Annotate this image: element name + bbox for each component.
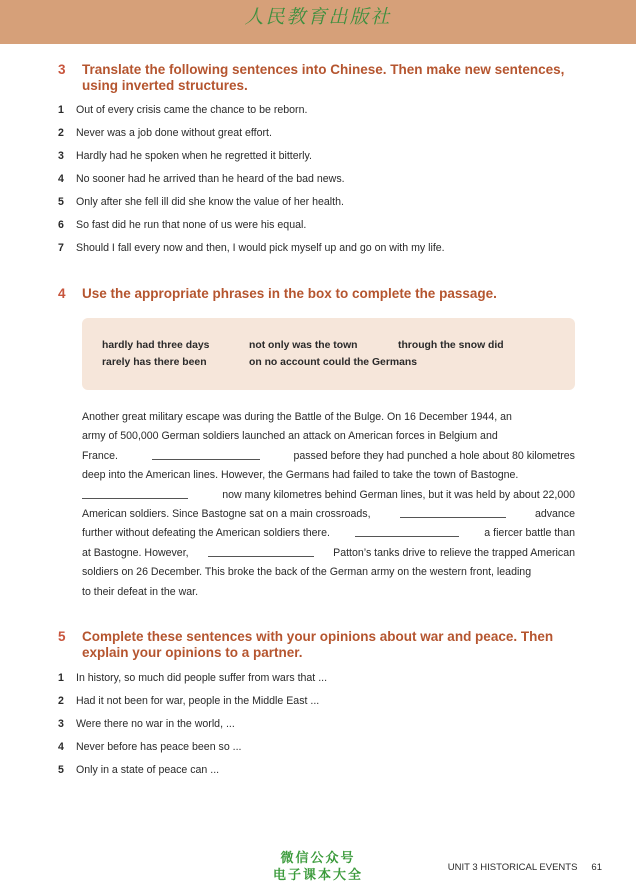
passage-text: further without defeating the American soldiers there.	[82, 527, 330, 540]
item-number: 1	[58, 104, 64, 116]
exercise-4	[58, 286, 578, 302]
phrase: not only was the town	[249, 340, 358, 351]
item-number: 3	[58, 150, 64, 162]
passage-text: Another great military escape was during the Battle of the Bulge. On 16 December 1944, an	[82, 411, 512, 423]
item-text: Never was a job done without great effort.	[76, 127, 272, 139]
list-item	[58, 694, 578, 717]
passage-line	[82, 486, 575, 505]
list-item	[58, 126, 578, 149]
item-number: 2	[58, 695, 64, 707]
exercise-title-line2: explain your opinions to a partner.	[82, 645, 303, 660]
passage-line	[82, 408, 575, 427]
exercise-number: 3	[58, 62, 66, 77]
list-item	[58, 763, 578, 786]
wechat-watermark-line1: 微信公众号	[280, 851, 356, 866]
phrase: rarely has there been	[102, 357, 207, 368]
item-text: Had it not been for war, people in the Middle East ...	[76, 695, 320, 707]
item-number: 1	[58, 672, 64, 684]
exercise-number: 5	[58, 629, 66, 644]
passage-text: at Bastogne. However,	[82, 546, 189, 559]
passage-text: soldiers on 26 December. This broke the back of the German army on the western front, leading	[82, 566, 532, 579]
passage-line	[82, 563, 575, 582]
passage-text: American soldiers. Since Bastogne sat on a main crossroads,	[82, 507, 371, 520]
exercise-title-line2: using inverted structures.	[82, 78, 248, 93]
answer-blank[interactable]	[355, 524, 459, 537]
passage-line	[82, 447, 575, 466]
list-item	[58, 149, 578, 172]
item-text: Never before has peace been so ...	[76, 741, 242, 753]
item-text: Out of every crisis came the chance to be reborn.	[76, 104, 308, 116]
item-text: Only in a state of peace can ...	[76, 764, 220, 776]
passage-text: France.	[82, 449, 118, 462]
list-item	[58, 195, 578, 218]
item-number: 5	[58, 764, 64, 776]
exercise-title-line1: Complete these sentences with your opinions about war and peace. Then	[82, 629, 554, 644]
item-number: 7	[58, 242, 64, 254]
item-number: 2	[58, 127, 64, 139]
passage	[82, 408, 575, 602]
exercise-number: 4	[58, 286, 66, 301]
list-item	[58, 103, 578, 126]
passage-text: army of 500,000 German soldiers launched an attack on American forces in Belgium and	[82, 430, 498, 443]
passage-text: Patton’s tanks drive to relieve the trapped American	[333, 546, 575, 559]
phrase: through the snow did	[398, 340, 504, 351]
list-item	[58, 218, 578, 241]
passage-line	[82, 427, 575, 446]
list-item	[58, 717, 578, 740]
exercise-5	[58, 629, 578, 786]
phrase-box	[82, 318, 575, 390]
exercise-4-heading	[58, 286, 578, 302]
wechat-watermark-line2: 电子课本大全	[272, 868, 363, 883]
exercise-title: Use the appropriate phrases in the box to complete the passage.	[82, 286, 497, 301]
item-text: Only after she fell ill did she know the value of her health.	[76, 196, 344, 208]
unit-title: UNIT 3 HISTORICAL EVENTS	[447, 862, 578, 873]
exercise-5-list	[58, 671, 578, 786]
passage-text: now many kilometres behind German lines, but it was held by about 22,000	[222, 488, 575, 501]
item-number: 4	[58, 741, 64, 753]
page-number: 61	[591, 862, 602, 873]
passage-text: to their defeat in the war.	[82, 585, 199, 598]
passage-line	[82, 505, 575, 524]
list-item	[58, 172, 578, 195]
item-number: 5	[58, 196, 64, 208]
list-item	[58, 241, 578, 264]
answer-blank[interactable]	[400, 505, 506, 518]
passage-line	[82, 466, 575, 485]
passage-line	[82, 544, 575, 563]
list-item	[58, 671, 578, 694]
answer-blank[interactable]	[82, 486, 188, 499]
item-text: Were there no war in the world, ...	[76, 718, 235, 730]
answer-blank[interactable]	[208, 544, 314, 557]
passage-line	[82, 524, 575, 543]
exercise-3	[58, 62, 578, 264]
phrase: on no account could the Germans	[249, 357, 418, 368]
item-text: No sooner had he arrived than he heard of the bad news.	[76, 173, 345, 185]
item-text: In history, so much did people suffer from wars that ...	[76, 672, 328, 684]
publisher-logo: 人民教育出版社	[244, 6, 392, 28]
passage-line	[82, 583, 575, 602]
answer-blank[interactable]	[152, 447, 260, 460]
item-number: 4	[58, 173, 64, 185]
passage-text: a fiercer battle than	[484, 527, 575, 540]
phrase: hardly had three days	[102, 340, 210, 351]
passage-text: passed before they had punched a hole about 80 kilometres	[293, 449, 575, 462]
exercise-title-line1: Translate the following sentences into Chinese. Then make new sentences,	[82, 62, 565, 77]
passage-text: deep into the American lines. However, the Germans had failed to take the town of Bastogne.	[82, 469, 519, 482]
passage-text: advance	[534, 507, 575, 520]
item-number: 6	[58, 219, 64, 231]
exercise-3-list	[58, 103, 578, 264]
exercise-5-heading	[58, 629, 578, 661]
item-text: So fast did he run that none of us were his equal.	[76, 219, 307, 231]
item-text: Hardly had he spoken when he regretted it bitterly.	[76, 150, 312, 162]
list-item	[58, 740, 578, 763]
page-footer	[448, 862, 602, 873]
item-number: 3	[58, 718, 64, 730]
exercise-3-heading	[58, 62, 578, 94]
item-text: Should I fall every now and then, I would pick myself up and go on with my life.	[76, 242, 445, 254]
